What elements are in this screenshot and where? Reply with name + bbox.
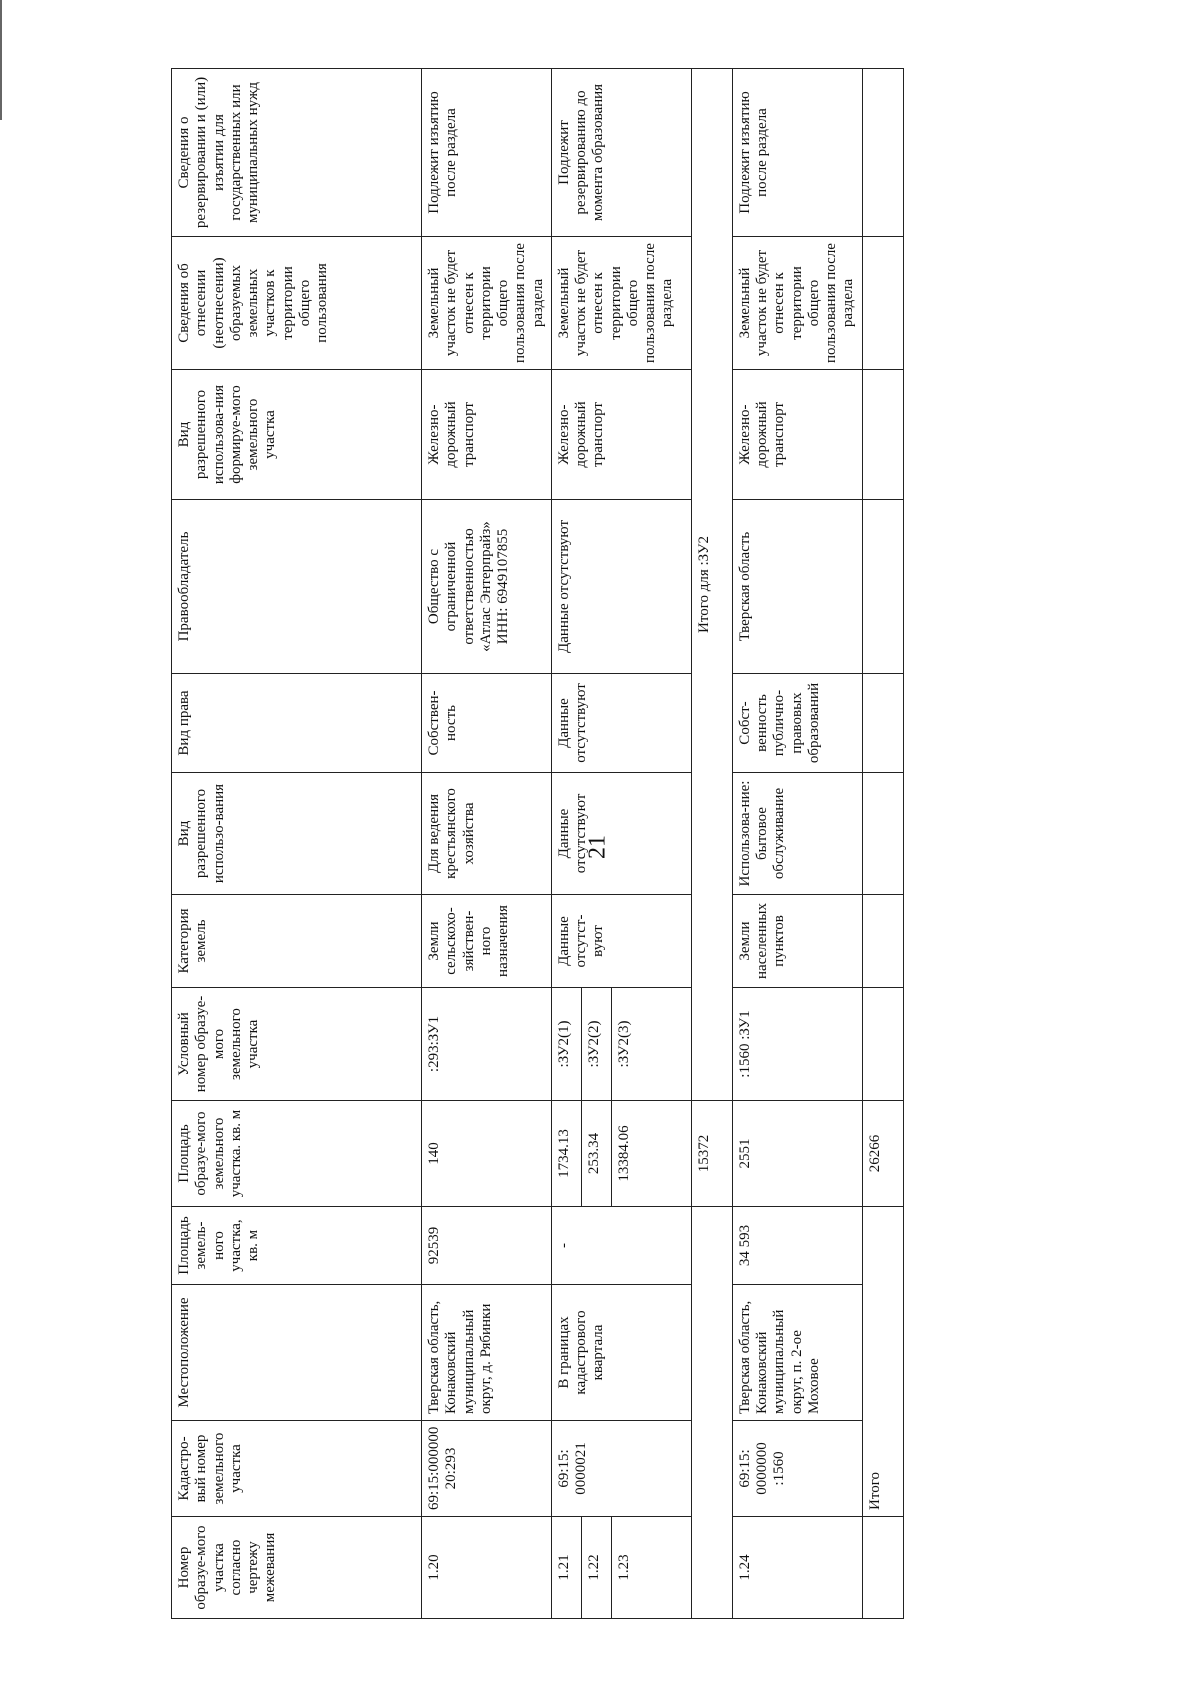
header-cell: Вид разрешенного использо-вания: [172, 773, 422, 895]
header-cell: Условный номер образуе-мого земельного участка: [172, 988, 422, 1101]
location: Тверская область, Конаковский муниципальный округ, п. 2-ое Моховое: [732, 1285, 862, 1421]
total-empty: [862, 69, 903, 237]
total-area: 26266: [862, 1101, 903, 1207]
owner: Тверская область: [732, 500, 862, 674]
land-category: Данные отсутст-вуют: [551, 895, 691, 988]
location: В границах кадастрового квартала: [551, 1285, 691, 1421]
common-use-info: Земельный участок не будет отнесен к территории общего пользования после раздела: [551, 237, 691, 370]
total-empty: [862, 1517, 903, 1619]
total-empty: [862, 773, 903, 895]
new-plot-area: 1734.13: [551, 1101, 581, 1207]
table-row: [551, 69, 581, 1619]
new-plot-area: 2551: [732, 1101, 862, 1207]
conditional-number: :1560 :ЗУ1: [732, 988, 862, 1101]
rotated-table-container: [171, 69, 883, 1619]
conditional-number: :ЗУ2(3): [611, 988, 691, 1101]
cadastral-number: 69:15:000000 20:293: [422, 1421, 552, 1517]
plot-area: 34 593: [732, 1207, 862, 1285]
plot-number: 1.24: [732, 1517, 862, 1619]
header-cell: Сведения об отнесении (неотнесении) образуемых земельных участков к территории общего пользования: [172, 237, 422, 370]
header-cell: Площадь образуе-мого земельного участка. кв. м: [172, 1101, 422, 1207]
plot-number: 1.21: [551, 1517, 581, 1619]
total-empty: [862, 500, 903, 674]
permitted-use: Для ведения крестьянского хозяйства: [422, 773, 552, 895]
header-cell: Номер образуе-мого участка согласно чертежу межевания: [172, 1517, 422, 1619]
total-empty: [862, 895, 903, 988]
new-plot-area: 140: [422, 1101, 552, 1207]
table-row: [422, 69, 552, 1619]
header-cell: Вид права: [172, 674, 422, 773]
common-use-info: Земельный участок не будет отнесен к территории общего пользования после раздела: [732, 237, 862, 370]
scan-edge-mark: [0, 0, 2, 120]
location: Тверская область, Конаковский муниципальный округ, д. Рябинки: [422, 1285, 552, 1421]
owner: Данные отсутствуют: [551, 500, 691, 674]
owner: Общество с ограниченной ответственностью «Атлас Энтерпрайз» ИНН: 6949107855: [422, 500, 552, 674]
total-label: Итого: [862, 1207, 903, 1517]
common-use-info: Земельный участок не будет отнесен к территории общего пользования после раздела: [422, 237, 552, 370]
land-category: Земли населенных пунктов: [732, 895, 862, 988]
total-row: [862, 69, 903, 1619]
new-permitted-use: Железно-дорожный транспорт: [732, 370, 862, 500]
subtotal-empty: [691, 1207, 732, 1619]
page-number: 21: [584, 835, 611, 859]
header-cell: Сведения о резервировании и (или) изъятии для государственных или муниципальных нужд: [172, 69, 422, 237]
total-empty: [862, 370, 903, 500]
total-empty: [862, 988, 903, 1101]
right-type: Собствен-ность: [422, 674, 552, 773]
cadastral-number: 69:15: 0000021: [551, 1421, 691, 1517]
land-plots-table: [171, 68, 904, 1619]
new-plot-area: 13384.06: [611, 1101, 691, 1207]
header-cell: Категория земель: [172, 895, 422, 988]
plot-area: 92539: [422, 1207, 552, 1285]
reservation-info: Подлежит резервированию до момента образования: [551, 69, 691, 237]
new-permitted-use: Железно-дорожный транспорт: [422, 370, 552, 500]
plot-number: 1.20: [422, 1517, 552, 1619]
reservation-info: Подлежит изъятию после раздела: [732, 69, 862, 237]
right-type: Данные отсутствуют: [551, 674, 691, 773]
header-cell: Кадастро-вый номер земельного участка: [172, 1421, 422, 1517]
new-permitted-use: Железно-дорожный транспорт: [551, 370, 691, 500]
new-plot-area: 253.34: [581, 1101, 611, 1207]
subtotal-row: [691, 69, 732, 1619]
total-empty: [862, 237, 903, 370]
reservation-info: Подлежит изъятию после раздела: [422, 69, 552, 237]
cadastral-number: 69:15: 0000000 :1560: [732, 1421, 862, 1517]
conditional-number: :ЗУ2(2): [581, 988, 611, 1101]
permitted-use: Данные отсутствуют: [551, 773, 691, 895]
conditional-number: :293:ЗУ1: [422, 988, 552, 1101]
header-cell: Вид разрешенного использова-ния формируе-мого земельного участка: [172, 370, 422, 500]
header-cell: Местоположение: [172, 1285, 422, 1421]
header-cell: Правообладатель: [172, 500, 422, 674]
plot-number: 1.22: [581, 1517, 611, 1619]
subtotal-area: 15372: [691, 1101, 732, 1207]
header-cell: Площадь земель-ного участка, кв. м: [172, 1207, 422, 1285]
conditional-number: :ЗУ2(1): [551, 988, 581, 1101]
permitted-use: Использова-ние: бытовое обслуживание: [732, 773, 862, 895]
header-row: [172, 69, 422, 1619]
table-row: [732, 69, 862, 1619]
plot-area: -: [551, 1207, 691, 1285]
land-category: Земли сельскохо-зяйствен-ного назначения: [422, 895, 552, 988]
plot-number: 1.23: [611, 1517, 691, 1619]
subtotal-label: Итого для :ЗУ2: [691, 69, 732, 1101]
total-empty: [862, 674, 903, 773]
right-type: Собст-венность публично-правовых образований: [732, 674, 862, 773]
